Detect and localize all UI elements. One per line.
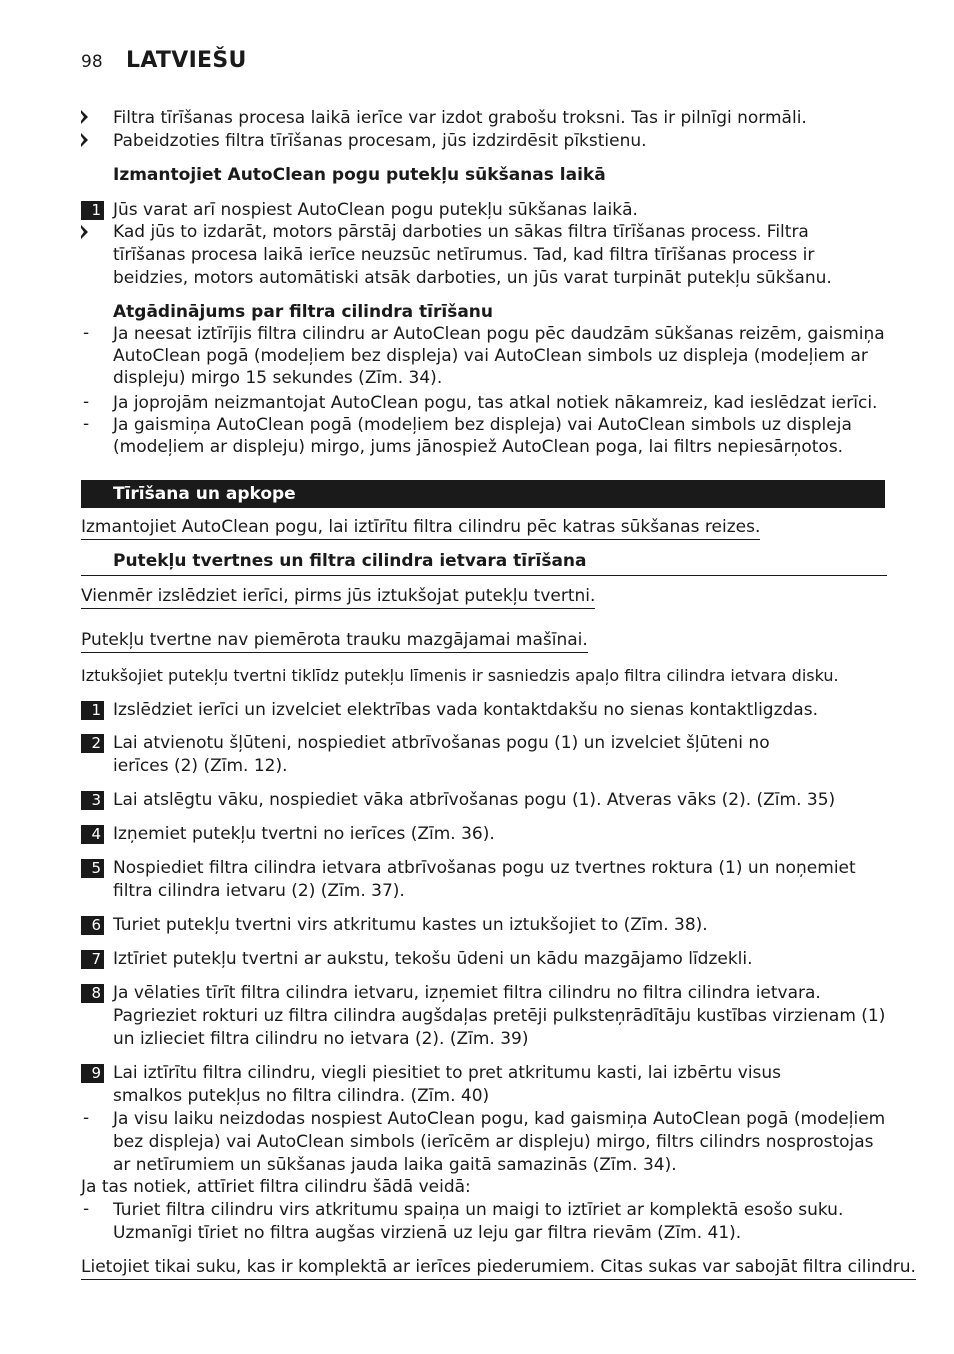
- plain-instruction: Iztukšojiet putekļu tvertni tiklīdz putekļu līmenis ir sasniedzis apaļo filtra cilindra ietvara disku.: [81, 666, 839, 685]
- bullet-text: Kad jūs to izdarāt, motors pārstāj darboties un sākas filtra tīrīšanas process. Filtra tīrīšanas procesa laikā ierīce neuzsūc netīrumus. Tad, kad filtra tīrīšanas process ir beidzies, motors automātiski atsāk darboties, un jūs varat turpināt putekļu sūkšanu.: [113, 222, 832, 288]
- step-number: 4: [81, 825, 104, 844]
- step-number: 5: [81, 859, 104, 878]
- step-text: Lai iztīrītu filtra cilindru, viegli piesitiet to pret atkritumu kasti, lai izbērtu visus smalkos putekļus no filtra cilindra. (Zīm. 40): [113, 1063, 782, 1106]
- bullet-text: Pabeidzoties filtra tīrīšanas procesam, jūs izdzirdēsit pīkstienu.: [113, 131, 647, 151]
- reminder-item: Ja gaismiņa AutoClean pogā (modeļiem bez displeja) vai AutoClean simbols uz displeja (modeļiem ar displeju) mirgo, jums jānospiež AutoClean poga, lai filtrs nepiesārņotos.: [113, 415, 852, 457]
- note-switch-off: Vienmēr izslēdziet ierīci, pirms jūs iztukšojat putekļu tvertni.: [81, 586, 595, 609]
- dash-marker: -: [83, 1199, 90, 1219]
- dash-marker: -: [83, 323, 90, 343]
- step-number: 6: [81, 916, 104, 935]
- section-heading-reminder: Atgādinājums par filtra cilindra tīrīšanu: [113, 302, 494, 322]
- note-brush: Lietojiet tikai suku, kas ir komplektā ar ierīces piederumiem. Citas sukas var sabojāt filtra cilindru.: [81, 1257, 916, 1280]
- step-number: 9: [81, 1064, 104, 1083]
- language-title: LATVIEŠU: [126, 48, 247, 73]
- section-heading-autoclean: Izmantojiet AutoClean pogu putekļu sūkšanas laikā: [113, 165, 606, 185]
- step-text: Izslēdziet ierīci un izvelciet elektrības vada kontaktdakšu no sienas kontaktligzdas.: [113, 700, 818, 720]
- bullet-marker: [81, 225, 88, 239]
- step-text: Ja vēlaties tīrīt filtra cilindra ietvaru, izņemiet filtra cilindru no filtra cilindra ietvara. Pagrieziet rokturi uz filtra cilindra augšdaļas pretēji pulksteņrādītāju kustības virzienam (1) un izlieciet filtra cilindru no ietvara (2). (Zīm. 39): [113, 983, 886, 1049]
- subheading-dust-container: Putekļu tvertnes un filtra cilindra ietvara tīrīšana: [113, 551, 587, 571]
- reminder-item: Ja joprojām neizmantojat AutoClean pogu, tas atkal notiek nākamreiz, kad ieslēdzat ierīci.: [113, 393, 878, 413]
- step-number: 1: [81, 201, 104, 220]
- step-text: Turiet putekļu tvertni virs atkritumu kastes un iztukšojiet to (Zīm. 38).: [113, 915, 708, 935]
- section-bar-cleaning: Tīrīšana un apkope: [81, 480, 885, 508]
- reminder-item: Ja neesat iztīrījis filtra cilindru ar AutoClean pogu pēc daudzām sūkšanas reizēm, gaismiņa AutoClean pogā (modeļiem bez displeja) vai AutoClean simbols uz displeja (modeļiem ar displeju) mirgo 15 sekundes (Zīm. 34).: [113, 324, 885, 388]
- dash-marker: -: [83, 1108, 90, 1128]
- step-text: Izņemiet putekļu tvertni no ierīces (Zīm. 36).: [113, 824, 495, 844]
- if-instruction: Ja tas notiek, attīriet filtra cilindru šādā veidā:: [81, 1177, 471, 1197]
- dash-marker: -: [83, 414, 90, 434]
- dash-marker: -: [83, 392, 90, 412]
- page-number: 98: [81, 52, 103, 72]
- step-number: 2: [81, 734, 104, 753]
- step-number: 1: [81, 701, 104, 720]
- bullet-marker: [81, 110, 88, 124]
- heading-rule: [81, 575, 887, 576]
- note-autoclean: Izmantojiet AutoClean pogu, lai iztīrītu filtra cilindru pēc katras sūkšanas reizes.: [81, 517, 760, 540]
- bullet-marker: [81, 133, 88, 147]
- note-dishwasher: Putekļu tvertne nav piemērota trauku mazgājamai mašīnai.: [81, 630, 588, 653]
- dash-item: Turiet filtra cilindru virs atkritumu spaiņa un maigi to iztīriet ar komplektā esošo suku. Uzmanīgi tīriet no filtra augšas virzienā uz leju gar filtra rievām (Zīm. 41).: [113, 1200, 844, 1243]
- step-text: Jūs varat arī nospiest AutoClean pogu putekļu sūkšanas laikā.: [113, 200, 638, 220]
- bullet-text: Filtra tīrīšanas procesa laikā ierīce var izdot grabošu troksni. Tas ir pilnīgi normāli.: [113, 108, 807, 128]
- step-number: 7: [81, 950, 104, 969]
- dash-item: Ja visu laiku neizdodas nospiest AutoClean pogu, kad gaismiņa AutoClean pogā (modeļiem bez displeja) vai AutoClean simbols (ierīcēm ar displeju) mirgo, filtrs cilindrs nosprostojas ar netīrumiem un sūkšanas jauda laika gaitā samazinās (Zīm. 34).: [113, 1109, 886, 1175]
- step-text: Lai atvienotu šļūteni, nospiediet atbrīvošanas pogu (1) un izvelciet šļūteni no ierīces (2) (Zīm. 12).: [113, 733, 770, 776]
- step-text: Lai atslēgtu vāku, nospiediet vāka atbrīvošanas pogu (1). Atveras vāks (2). (Zīm. 35): [113, 790, 836, 810]
- step-text: Nospiediet filtra cilindra ietvara atbrīvošanas pogu uz tvertnes roktura (1) un noņemiet filtra cilindra ietvaru (2) (Zīm. 37).: [113, 858, 856, 901]
- step-text: Iztīriet putekļu tvertni ar aukstu, tekošu ūdeni un kādu mazgājamo līdzekli.: [113, 949, 753, 969]
- step-number: 3: [81, 791, 104, 810]
- step-number: 8: [81, 984, 104, 1003]
